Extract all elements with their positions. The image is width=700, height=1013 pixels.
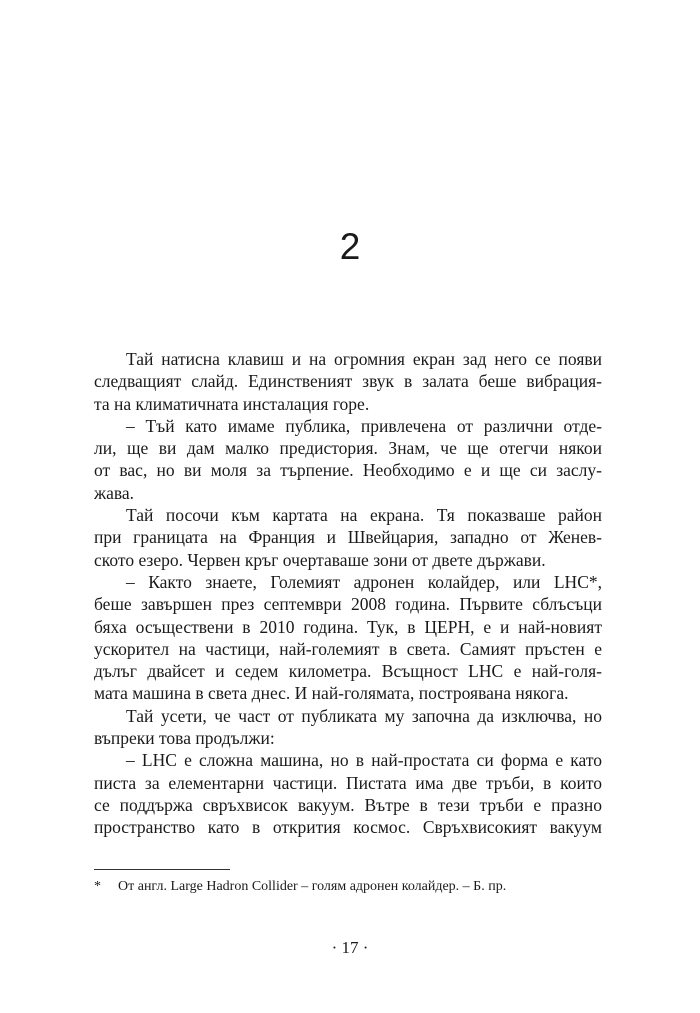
footnote-text: От англ. Large Hadron Collider – голям адронен колайдер. – Б. пр.	[118, 879, 507, 894]
footnote-divider	[94, 869, 230, 870]
paragraph-line: при границата на Франция и Швейцария, западно от Женев-	[94, 527, 602, 548]
paragraph-line: дълъг двайсет и седем километра. Всъщност LHC е най-голя-	[94, 661, 602, 682]
paragraph-line: ското езеро. Червен кръг очертаваше зони от двете държави.	[94, 549, 546, 570]
paragraph-line: пространство като в открития космос. Свръхвисокият вакуум	[94, 817, 602, 838]
paragraph-line: се поддържа свръхвисок вакуум. Вътре в тези тръби е празно	[94, 794, 602, 815]
paragraph-line: бяха осъществени в 2010 година. Тук, в ЦЕРН, е и най-новият	[94, 616, 602, 637]
paragraph-line: ли, ще ви дам малко предистория. Знам, че ще отегчи някои	[94, 438, 602, 459]
page-number: · 17 ·	[331, 938, 369, 957]
paragraph-line: Тай усети, че част от публиката му започна да изключва, но	[126, 705, 602, 726]
chapter-number: 2	[339, 226, 361, 267]
paragraph-line: следващият слайд. Единственият звук в залата беше вибрация-	[94, 371, 602, 392]
footnote-marker: *	[94, 879, 101, 894]
paragraph-line: въпреки това продължи:	[94, 728, 275, 749]
paragraph-line: – LHC е сложна машина, но в най-простата си форма е като	[126, 750, 602, 771]
footnote	[94, 878, 602, 896]
paragraph-line: жава.	[94, 482, 135, 503]
paragraph-line: та на климатичната инсталация горе.	[94, 393, 370, 414]
paragraph-line: Тай посочи към картата на екрана. Тя показваше район	[126, 505, 602, 526]
paragraph-line: от вас, но ви моля за търпение. Необходимо е и ще си заслу-	[94, 460, 602, 481]
body-text	[94, 348, 602, 839]
paragraph-line: – Тъй като имаме публика, привлечена от различни отде-	[126, 415, 602, 436]
paragraph-line: Тай натисна клавиш и на огромния екран зад него се появи	[126, 349, 602, 369]
paragraph-line: мата машина в света днес. И най-голямата, построявана някога.	[94, 683, 569, 704]
paragraph-line: писта за елементарни частици. Пистата има две тръби, в които	[94, 772, 602, 793]
paragraph-line: ускорител на частици, най-големият в света. Самият пръстен е	[94, 638, 602, 659]
paragraph-line: – Както знаете, Големият адронен колайдер, или LHC*,	[126, 571, 602, 592]
paragraph-line: беше завършен през септември 2008 година. Първите сблъсъци	[94, 594, 602, 615]
